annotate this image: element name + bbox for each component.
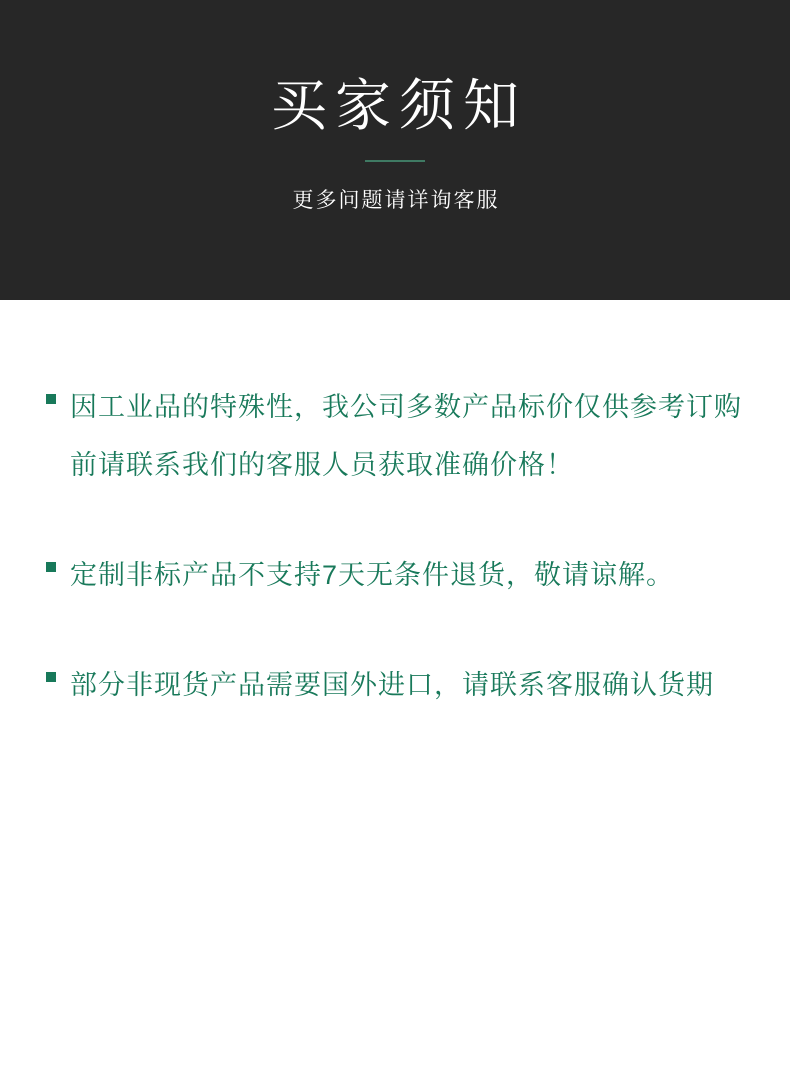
square-bullet-icon <box>46 562 56 572</box>
square-bullet-icon <box>46 672 56 682</box>
hero-banner <box>0 0 790 300</box>
page-title: 买家须知 <box>271 74 527 139</box>
page-subtitle: 更多问题请详询客服 <box>292 189 500 212</box>
list-item <box>46 656 760 714</box>
notice-text: 部分非现货产品需要国外进口，请联系客服确认货期 <box>70 670 714 700</box>
notice-text: 定制非标产品不支持7天无条件退货，敬请谅解。 <box>70 560 675 590</box>
list-item <box>46 546 760 604</box>
notice-list <box>0 300 790 714</box>
list-item <box>46 378 760 494</box>
notice-text: 因工业品的特殊性，我公司多数产品标价仅供参考订购前请联系我们的客服人员获取准确价格！ <box>70 392 742 480</box>
title-divider <box>365 160 425 162</box>
square-bullet-icon <box>46 394 56 404</box>
